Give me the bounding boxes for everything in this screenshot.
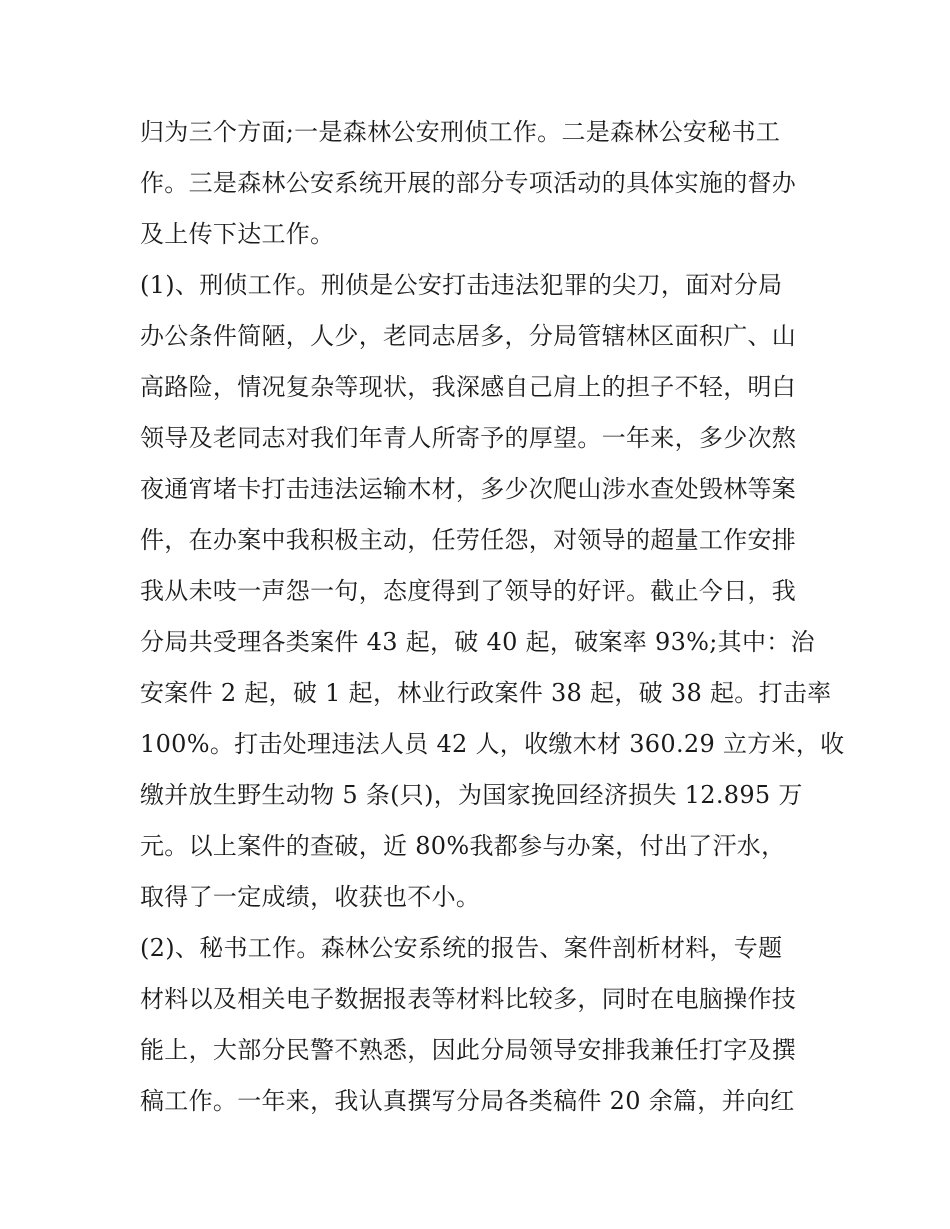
text-line: 缴并放生野生动物 5 条(只)，为国家挽回经济损失 12.895 万 xyxy=(140,781,803,809)
text-line: 高路险，情况复杂等现状，我深感自己肩上的担子不轻，明白 xyxy=(140,373,797,401)
text-line: 100%。打击处理违法人员 42 人，收缴木材 360.29 立方米，收 xyxy=(140,730,845,758)
text-line: 稿工作。一年来，我认真撰写分局各类稿件 20 余篇，并向红 xyxy=(140,1087,795,1115)
body-text xyxy=(140,110,845,1130)
text-line: 材料以及相关电子数据报表等材料比较多，同时在电脑操作技 xyxy=(140,985,797,1013)
text-line: (2)、秘书工作。森林公安系统的报告、案件剖析材料，专题 xyxy=(140,934,783,962)
text-line: 及上传下达工作。 xyxy=(140,220,335,248)
text-line: 取得了一定成绩，收获也不小。 xyxy=(140,883,481,911)
text-line: 归为三个方面;一是森林公安刑侦工作。二是森林公安秘书工 xyxy=(140,118,781,146)
text-line: 元。以上案件的查破，近 80%我都参与办案，付出了汗水， xyxy=(140,832,786,860)
text-line: 能上，大部分民警不熟悉，因此分局领导安排我兼任打字及撰 xyxy=(140,1036,797,1064)
text-line: 安案件 2 起，破 1 起，林业行政案件 38 起，破 38 起。打击率 xyxy=(140,679,832,707)
text-line: 作。三是森林公安系统开展的部分专项活动的具体实施的督办 xyxy=(140,169,797,197)
text-line: 我从未吱一声怨一句，态度得到了领导的好评。截止今日，我 xyxy=(140,577,797,605)
text-line: 领导及老同志对我们年青人所寄予的厚望。一年来，多少次熬 xyxy=(140,424,797,452)
text-line: (1)、刑侦工作。刑侦是公安打击违法犯罪的尖刀，面对分局 xyxy=(140,271,783,299)
text-line: 夜通宵堵卡打击违法运输木材，多少次爬山涉水查处毁林等案 xyxy=(140,475,797,503)
text-line: 分局共受理各类案件 43 起，破 40 起，破案率 93%;其中：治 xyxy=(140,628,815,656)
text-line: 件，在办案中我积极主动，任劳任怨，对领导的超量工作安排 xyxy=(140,526,797,554)
text-line: 办公条件简陋，人少，老同志居多，分局管辖林区面积广、山 xyxy=(140,322,797,350)
